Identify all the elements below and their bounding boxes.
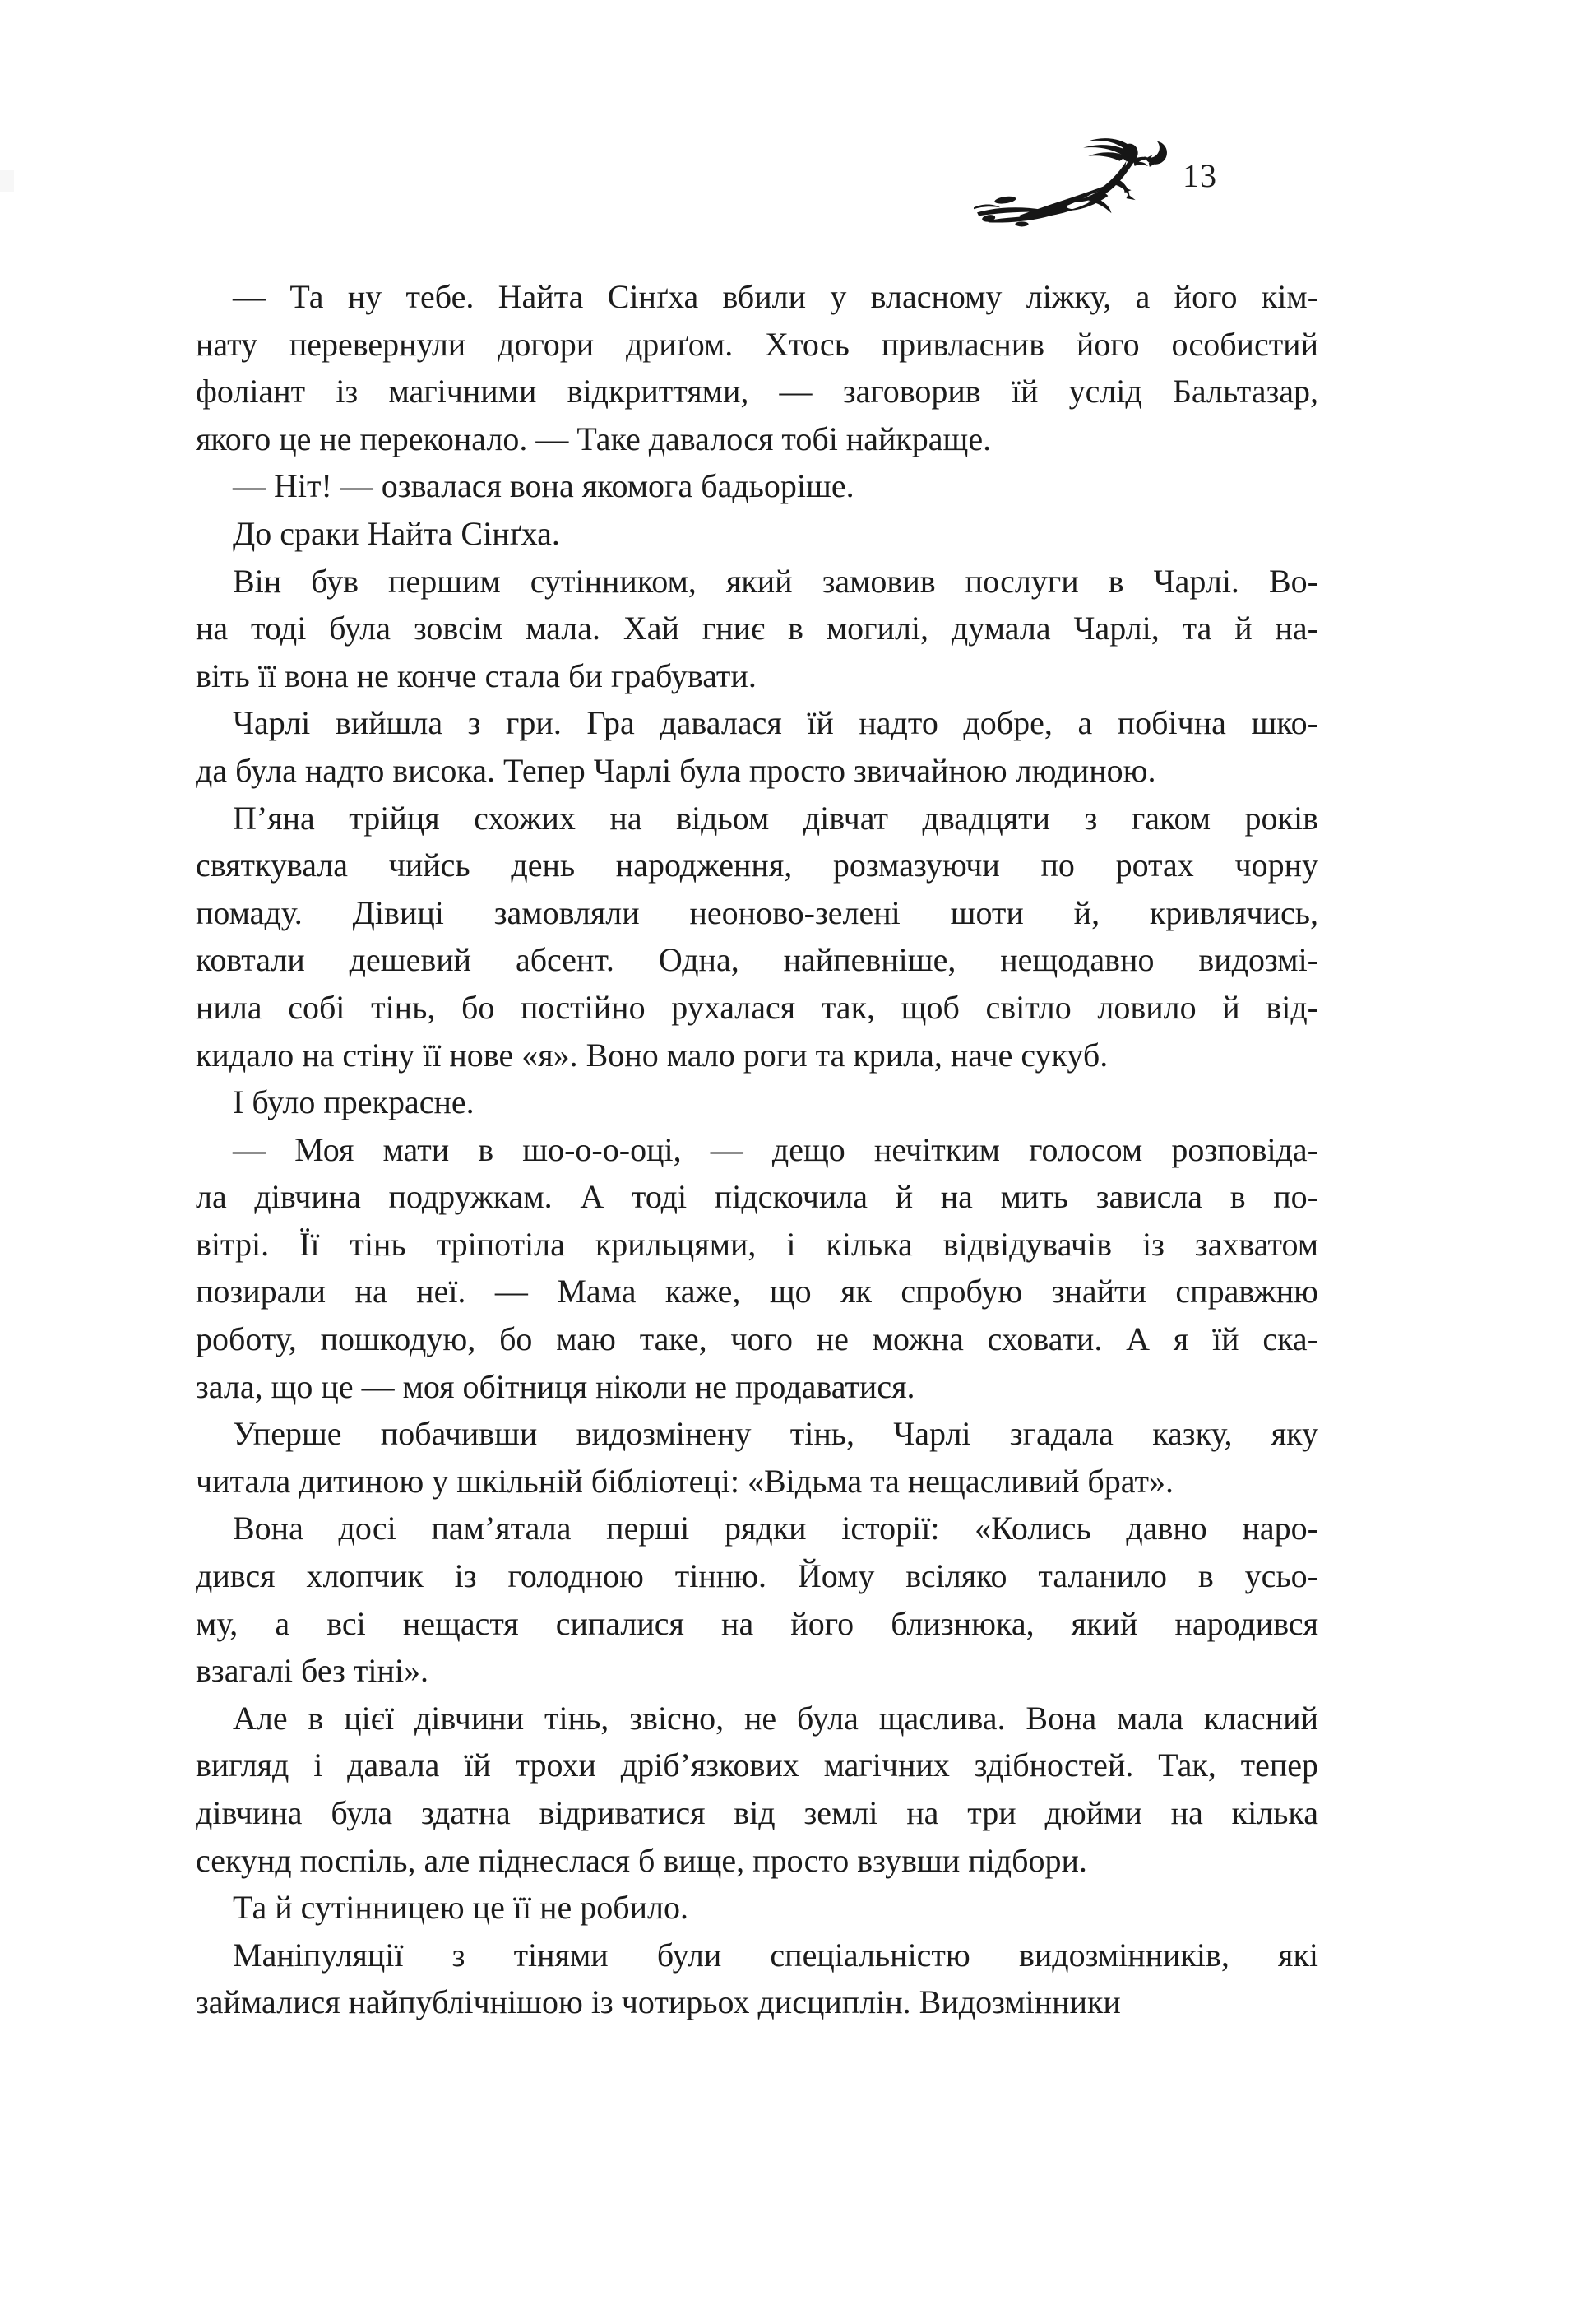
text-line: якого це не переконало. — Таке давалося тобі найкраще.: [196, 420, 992, 457]
paragraph: [196, 1695, 1318, 1884]
text-line: І було прекрасне.: [233, 1083, 475, 1121]
text-line: віть її вона не конче стала би грабувати.: [196, 656, 757, 694]
text-line: взагалі без тіні».: [196, 1652, 429, 1690]
text-line: позирали на неї. — Мама каже, що як спробую знайти справжню: [196, 1273, 1318, 1310]
flying-witch-illustration: [970, 136, 1169, 230]
page-number: 13: [1183, 157, 1217, 194]
text-line: дівчина була здатна відриватися від землі на три дюйми на кілька: [196, 1794, 1318, 1831]
text-line: Він був першим сутінником, який замовив послуги в Чарлі. Во-: [233, 562, 1318, 600]
text-line: Але в цієї дівчини тінь, звісно, не була щаслива. Вона мала класний: [233, 1699, 1318, 1737]
text-line: Та й сутінницею це її не робило.: [233, 1889, 688, 1927]
text-line: фоліант із магічними відкриттями, — заговорив їй услід Бальтазар,: [196, 373, 1318, 411]
text-line: До сраки Найта Сінґха.: [233, 514, 560, 552]
text-line: Маніпуляції з тінями були спеціальністю видозмінників, які: [233, 1936, 1318, 1974]
text-line: кидало на стіну її нове «я». Воно мало роги та крила, наче сукуб.: [196, 1036, 1109, 1074]
text-line: вітрі. Її тінь тріпотіла крильцями, і кілька відвідувачів із захватом: [196, 1225, 1318, 1263]
paragraph: [196, 1126, 1318, 1411]
paragraph: [196, 1505, 1318, 1694]
text-line: займалися найпублічнішою із чотирьох дисциплін. Видозмінники: [196, 1983, 1121, 2021]
paragraph: [196, 462, 1318, 510]
text-line: — Моя мати в шо-о-о-оці, — дещо нечітким голосом розповіда-: [233, 1130, 1318, 1168]
text-line: нила собі тінь, бо постійно рухалася так, щоб світло ловило й від-: [196, 988, 1318, 1026]
paragraph: [196, 510, 1318, 558]
text-block: [196, 273, 1318, 2026]
paragraph: [196, 795, 1318, 1079]
text-line: ковтали дешевий абсент. Одна, найпевніше, нещодавно видозмі-: [196, 941, 1318, 979]
paragraph: [196, 1079, 1318, 1126]
paragraph: [196, 1410, 1318, 1505]
text-line: вигляд і давала їй трохи дріб’язкових магічних здібностей. Так, тепер: [196, 1746, 1318, 1784]
text-line: зала, що це — моя обітниця ніколи не продаватися.: [196, 1367, 915, 1405]
paragraph: [196, 1932, 1318, 2026]
text-line: нату перевернули догори дриґом. Хтось привласнив його особистий: [196, 325, 1318, 363]
text-line: да була надто висока. Тепер Чарлі була просто звичайною людиною.: [196, 751, 1156, 789]
text-line: читала дитиною у шкільній бібліотеці: «Відьма та нещасливий брат».: [196, 1462, 1174, 1500]
paragraph: [196, 558, 1318, 700]
text-line: на тоді була зовсім мала. Хай гниє в могилі, думала Чарлі, та й на-: [196, 610, 1318, 647]
scan-artifact: [0, 170, 14, 192]
text-line: святкувала чийсь день народження, розмазуючи по ротах чорну: [196, 847, 1318, 884]
paragraph: [196, 273, 1318, 462]
text-line: П’яна трійця схожих на відьом дівчат двадцяти з гаком років: [233, 799, 1318, 837]
text-line: Вона досі пам’ятала перші рядки історії: «Колись давно наро-: [233, 1510, 1318, 1547]
text-line: секунд поспіль, але піднеслася б вище, просто взувши підбори.: [196, 1841, 1087, 1879]
text-line: роботу, пошкодую, бо маю таке, чого не можна сховати. А я їй ска-: [196, 1320, 1318, 1358]
text-line: му, а всі нещастя сипалися на його близнюка, який народився: [196, 1604, 1318, 1642]
text-line: — Та ну тебе. Найта Сінґха вбили у власному ліжку, а його кім-: [233, 278, 1318, 315]
paragraph: [196, 1884, 1318, 1932]
text-line: Чарлі вийшла з гри. Гра давалася їй надто добре, а побічна шко-: [233, 704, 1318, 742]
text-line: помаду. Дівиці замовляли неоново-зелені шоти й, кривлячись,: [196, 893, 1318, 931]
text-line: Уперше побачивши видозмінену тінь, Чарлі згадала казку, яку: [233, 1415, 1318, 1453]
flying-witch-icon: [970, 136, 1169, 230]
paragraph: [196, 699, 1318, 794]
text-line: — Ніт! — озвалася вона якомога бадьоріше.: [233, 467, 854, 505]
text-line: ла дівчина подружкам. А тоді підскочила й на мить зависла в по-: [196, 1178, 1318, 1216]
text-line: дився хлопчик із голодною тінню. Йому всіляко таланило в усьо-: [196, 1557, 1318, 1595]
